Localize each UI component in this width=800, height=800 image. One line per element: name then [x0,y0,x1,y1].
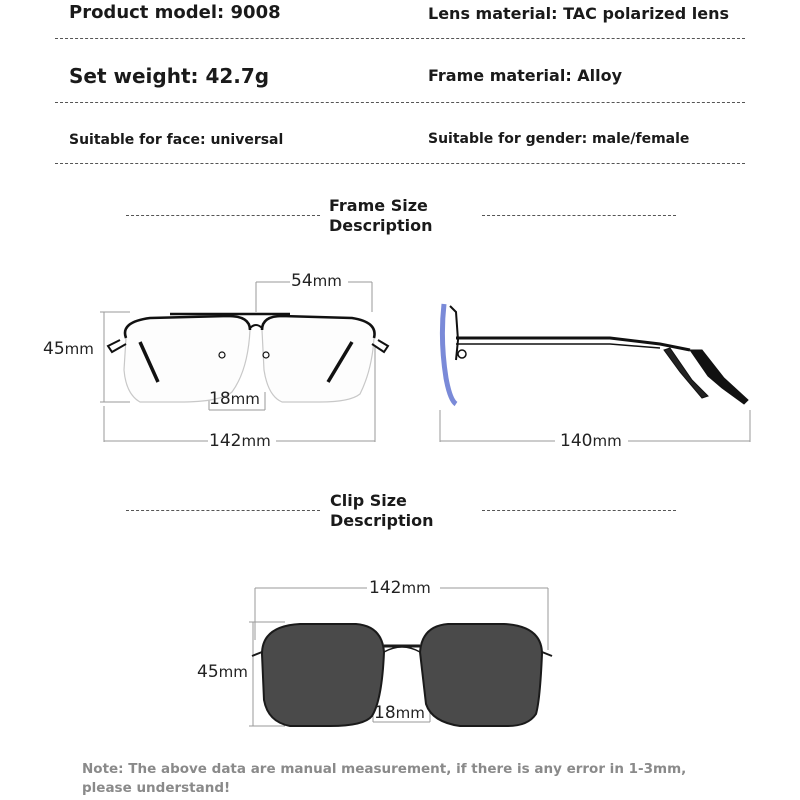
suitable-face: Suitable for face: universal [69,132,284,148]
front-lens-width-value: 54 [291,271,313,291]
clip-total-width-label [369,578,431,598]
front-lens-width-unit: mm [312,272,342,290]
side-frame-drawing [442,304,748,404]
temple-length-value: 140 [560,431,593,451]
front-total-width-value: 142 [209,431,242,451]
temple-length-unit: mm [592,432,622,450]
clip-total-width-unit: mm [401,579,431,597]
clip-lens-height-label [197,662,248,682]
front-bridge-unit: mm [230,390,260,408]
front-lens-height-unit: mm [64,340,94,358]
front-bridge-value: 18 [209,389,231,409]
clip-lens-height-value: 45 [197,662,219,682]
clip-bridge-label [374,703,425,723]
clip-size-title-line1: Clip Size [330,491,407,510]
front-lens-height-label [43,339,94,359]
suitable-gender: Suitable for gender: male/female [428,131,690,147]
product-model: Product model: 9008 [69,2,281,23]
temple-length-label [560,431,622,451]
front-total-width-label [209,431,271,451]
frame-material: Frame material: Alloy [428,66,623,85]
set-weight: Set weight: 42.7g [69,64,270,88]
clip-bridge-value: 18 [374,703,396,723]
lens-material: Lens material: TAC polarized lens [428,4,730,23]
clip-size-title-line2: Description [330,511,434,530]
clip-lens-height-unit: mm [218,663,248,681]
front-bridge-label [209,389,260,409]
measurement-note: Note: The above data are manual measurement, if there is any error in 1-3mm, please understand! [82,761,687,796]
clip-bridge-unit: mm [395,704,425,722]
clip-total-width-value: 142 [369,578,402,598]
front-lens-height-value: 45 [43,339,65,359]
frame-size-title-line2: Description [329,216,433,235]
frame-size-title-line1: Frame Size [329,196,428,215]
front-lens-width-label [291,271,342,291]
front-total-width-unit: mm [241,432,271,450]
